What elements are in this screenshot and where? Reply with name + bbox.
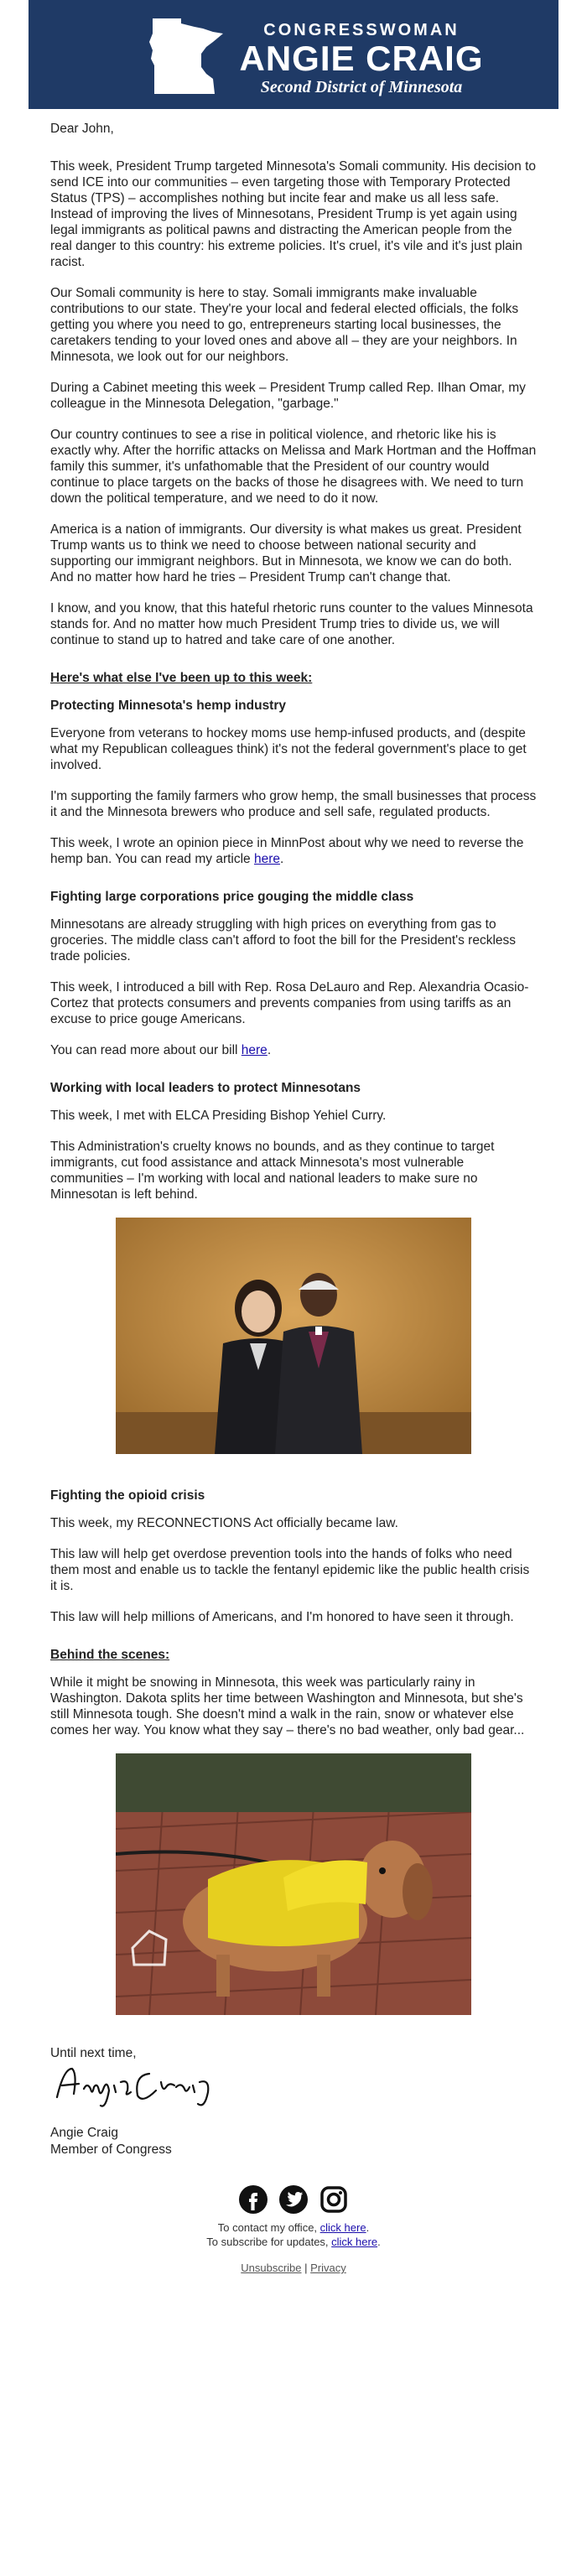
instagram-icon[interactable] [318,2184,350,2215]
intro-paragraph: America is a nation of immigrants. Our diversity is what makes us great. President Trump wants us to think we need to choose between national security and supporting our immigrant neighbors. But in Minnesota, we know we can do both. And no matter how hard he tries – President Trump can't change that. [50,522,522,584]
hemp-paragraph: I'm supporting the family farmers who grow hemp, the small businesses that process it and the Minnesota brewers who produce and sell safe, regulated products. [50,789,537,819]
opioid-paragraph: This law will help millions of Americans, and I'm honored to have seen it through. [50,1610,514,1624]
brand-district: Second District of Minnesota [260,78,463,96]
leaders-paragraph: This Administration's cruelty knows no bounds, and as they continue to target immigrants, cut food assistance and attack Minnesota's most vulnerable communities – I'm working with local and national leaders to make sure no Minnesotan is left behind. [50,1140,495,1202]
intro-paragraph: I know, and you know, that this hateful rhetoric runs counter to the values Minnesota stands for. And no matter how much President Trump tries to divide us, we will continue to stand up to hatred and take care of one another. [50,601,533,647]
footer-links [50,2261,537,2275]
intro-paragraph: Our Somali community is here to stay. Somali immigrants make invaluable contributions to our state. They're your local and federal elected officials, the folks getting you where you need to go, entrepreneurs starting local businesses, the caretakers tending to your loved ones and above all – they are your neighbors. In Minnesota, we look out for our neighbors. [50,286,519,364]
gouging-paragraph: You can read more about our bill here. [50,1043,272,1057]
opioid-paragraph: This week, my RECONNECTIONS Act officially became law. [50,1516,398,1530]
intro-paragraph: During a Cabinet meeting this week – President Trump called Rep. Ilhan Omar, my colleague in the Minnesota Delegation, "garbage." [50,381,526,411]
hemp-paragraph: Everyone from veterans to hockey moms use hemp-infused products, and (despite what my Republican colleagues think) it's not the federal government's place to get involved. [50,726,527,772]
gouging-paragraph: This week, I introduced a bill with Rep. Rosa DeLauro and Rep. Alexandria Ocasio-Cortez that protects consumers and prevents companies from using tariffs as an excuse to price gouge Americans. [50,980,529,1026]
leaders-heading: Working with local leaders to protect Minnesotans [50,1081,361,1095]
minnesota-state-icon [148,17,225,96]
signer-name: Angie Craig [50,2126,118,2140]
facebook-icon[interactable] [237,2184,269,2215]
subscribe-link[interactable]: click here [331,2236,378,2248]
brand-title: CONGRESSWOMAN [263,21,460,39]
section-heading: Here's what else I've been up to this week: [50,671,313,685]
gouging-heading: Fighting large corporations price gouging the middle class [50,890,414,904]
newsletter-body [50,109,537,2275]
bill-link[interactable]: here [241,1043,268,1057]
hemp-article-link[interactable]: here [253,852,281,866]
bishop-meeting-photo [116,1218,471,1454]
contact-line: To contact my office, click here. [217,2221,370,2234]
behind-the-scenes-heading: Behind the scenes: [50,1648,170,1662]
subscribe-line: To subscribe for updates, click here. [206,2236,381,2248]
scenes-paragraph: While it might be snowing in Minnesota, this week was particularly rainy in Washington. Dakota splits her time between Washington and Minnesota, but she's still Minnesota tough. She doesn't mind a walk in the rain, snow or whatever else comes her way. You know what they say – there's no bad weather, only bad gear... [50,1675,525,1737]
dog-in-raincoat-photo [116,1753,471,2015]
intro-paragraph: This week, President Trump targeted Minnesota's Somali community. His decision to send ICE into our communities – even targeting those with Temporary Protected Status (TPS) – accomplishes nothing but incite fear and make us all less safe. Instead of improving the lives of Minnesotans, President Trump is yet again using legal immigrants as political pawns and distracting the American people from the real danger to this country: his extreme policies. It's cruel, it's vile and it's just plain racist. [50,159,536,269]
signoff [50,2045,537,2158]
opioid-heading: Fighting the opioid crisis [50,1488,205,1503]
greeting: Dear John, [50,122,114,136]
until-next-time: Until next time, [50,2046,137,2060]
opioid-paragraph: This law will help get overdose prevention tools into the hands of folks who need them most and enable us to tackle the fentanyl epidemic like the public health crisis it is. [50,1547,530,1593]
brand-name: ANGIE CRAIG [239,39,484,78]
unsubscribe-link[interactable]: Unsubscribe [241,2262,302,2274]
intro-paragraph: Our country continues to see a rise in political violence, and rhetoric like his is exactly why. After the horrific attacks on Melissa and Mark Hortman and the Hoffman family this summer, it's unfathomable that the President of our country would continue to place targets on the backs of those he disagrees with. We need to turn down the political temperature, and we need to do it now. [50,428,537,506]
hemp-paragraph: This week, I wrote an opinion piece in MinnPost about why we need to reverse the hemp ban. You can read my article here. [50,836,524,866]
social-links [50,2184,537,2215]
signer-title: Member of Congress [50,2142,172,2157]
brand-block [223,20,500,97]
signature-image [50,2057,218,2116]
twitter-icon[interactable] [278,2184,309,2215]
leaders-paragraph: This week, I met with ELCA Presiding Bishop Yehiel Curry. [50,1109,387,1123]
footer [50,2184,537,2275]
newsletter-header [29,0,558,109]
contact-office-link[interactable]: click here [319,2221,366,2234]
privacy-link[interactable]: Privacy [310,2262,346,2274]
gouging-paragraph: Minnesotans are already struggling with high prices on everything from gas to groceries. The middle class can't afford to foot the bill for the President's reckless trade policies. [50,917,517,963]
link-separator: | [301,2262,311,2274]
hemp-heading: Protecting Minnesota's hemp industry [50,699,286,713]
